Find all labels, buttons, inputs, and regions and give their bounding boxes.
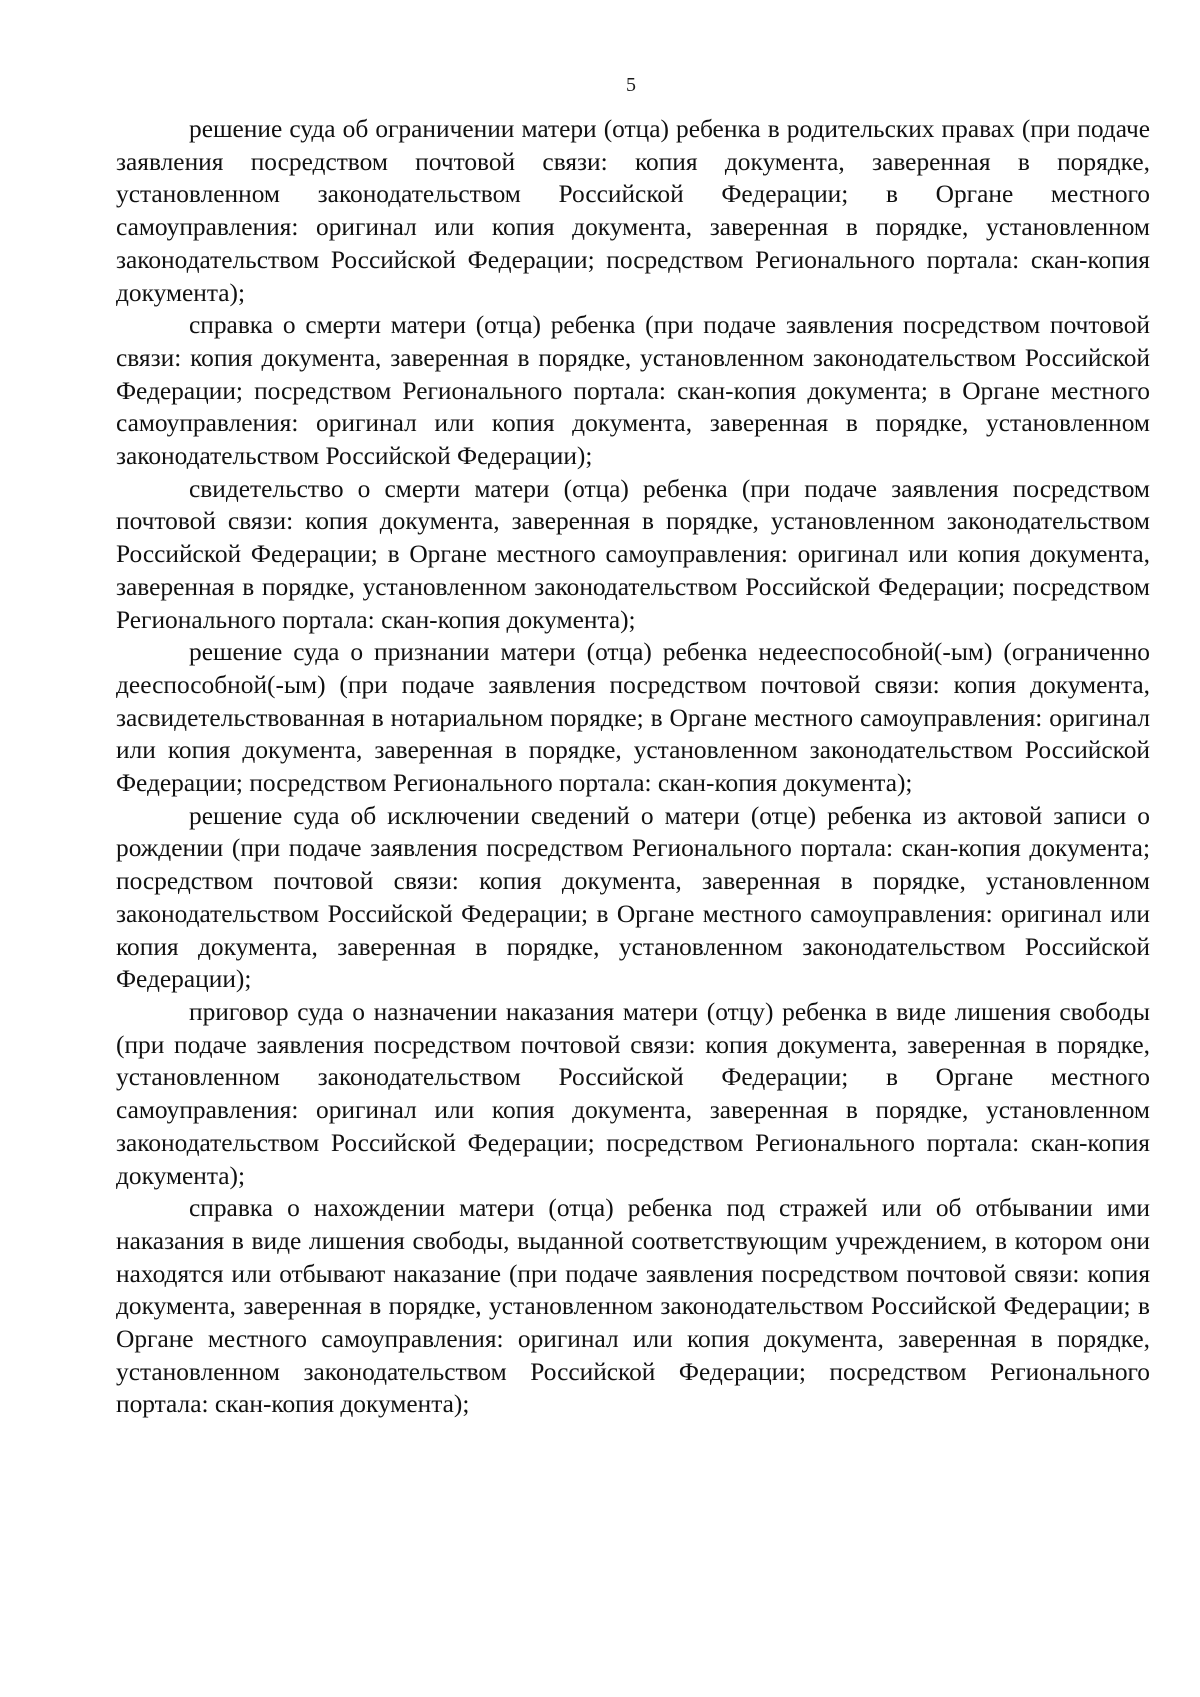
paragraph-death-certificate-reference: справка о смерти матери (отца) ребенка (при подаче заявления посредством почтовой связи: копия документа, заверенная в порядке, установленном законодательством Российской Федерации; посредством Регионального портала: скан-копия документа; в Органе местного самоуправления: оригинал или копия документа, заверенная в порядке, установленном законодательством Российской Федерации); [116, 311, 1150, 471]
paragraph-court-decision-limitation: решение суда об ограничении матери (отца) ребенка в родительских правах (при подаче заявления посредством почтовой связи: копия документа, заверенная в порядке, установленном законодательством Российской Федерации; в Органе местного самоуправления: оригинал или копия документа, заверенная в порядке, установленном законодательством Российской Федерации; посредством Регионального портала: скан-копия документа); [116, 115, 1150, 307]
document-body [116, 113, 1150, 1421]
paragraph-record-exclusion-decision: решение суда об исключении сведений о матери (отце) ребенка из актовой записи о рождении (при подаче заявления посредством Регионального портала: скан-копия документа; посредством почтовой связи: копия документа, заверенная в порядке, установленном законодательством Российской Федерации; в Органе местного самоуправления: оригинал или копия документа, заверенная в порядке, установленном законодательством Российской Федерации); [116, 801, 1150, 994]
paragraph-incapacity-decision: решение суда о признании матери (отца) ребенка недееспособной(-ым) (ограниченно дееспособной(-ым) (при подаче заявления посредством почтовой связи: копия документа, засвидетельствованная в нотариальном порядке; в Органе местного самоуправления: оригинал или копия документа, заверенная в порядке, установленном законодательством Российской Федерации; посредством Регионального портала: скан-копия документа); [116, 638, 1150, 798]
page-number: 5 [626, 74, 636, 96]
paragraph-sentence: приговор суда о назначении наказания матери (отцу) ребенка в виде лишения свободы (при подаче заявления посредством почтовой связи: копия документа, заверенная в порядке, установленном законодательством Российской Федерации; в Органе местного самоуправления: оригинал или копия документа, заверенная в порядке, установленном законодательством Российской Федерации; посредством Регионального портала: скан-копия документа); [116, 997, 1150, 1190]
paragraph-death-certificate: свидетельство о смерти матери (отца) ребенка (при подаче заявления посредством почтовой связи: копия документа, заверенная в порядке, установленном законодательством Российской Федерации; в Органе местного самоуправления: оригинал или копия документа, заверенная в порядке, установленном законодательством Российской Федерации; посредством Регионального портала: скан-копия документа); [116, 474, 1150, 634]
paragraph-custody-reference: справка о нахождении матери (отца) ребенка под стражей или об отбывании ими наказания в виде лишения свободы, выданной соответствующим учреждением, в котором они находятся или отбывают наказание (при подаче заявления посредством почтовой связи: копия документа, заверенная в порядке, установленном законодательством Российской Федерации; в Органе местного самоуправления: оригинал или копия документа, заверенная в порядке, установленном законодательством Российской Федерации; посредством Регионального портала: скан-копия документа); [116, 1194, 1150, 1419]
